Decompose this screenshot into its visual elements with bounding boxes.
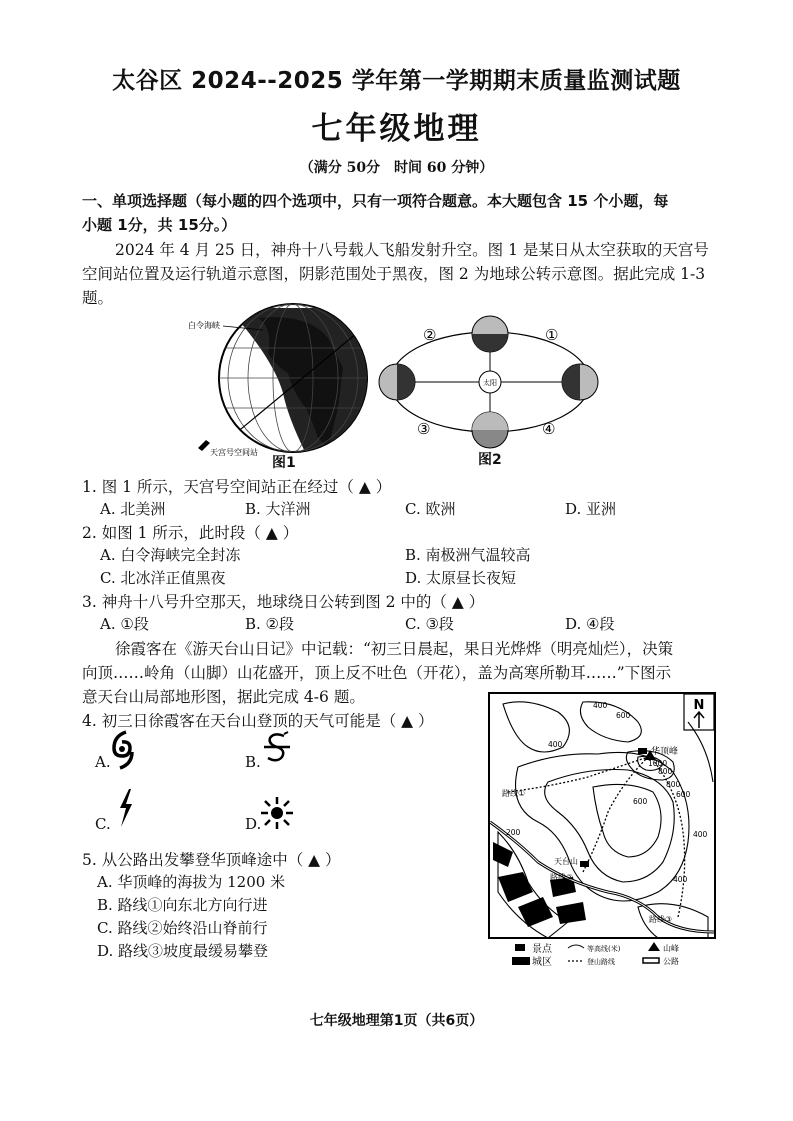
question-1-stem: 1. 图 1 所示，天宫号空间站正在经过（ ▲ ） (82, 478, 392, 496)
figure2-orbit (375, 312, 610, 457)
segment-1-label: ① (545, 326, 559, 344)
figure1-caption: 图1 (272, 455, 296, 471)
legend-road: 公路 (663, 957, 679, 966)
question-4-stem: 4. 初三日徐霞客在天台山登顶的天气可能是（ ▲ ） (82, 712, 434, 730)
scenic-spot-icon (638, 748, 647, 754)
q3-option-b[interactable]: B. ②段 (245, 615, 295, 633)
segment-4-label: ④ (542, 420, 556, 438)
exam-meta: （满分 50分 时间 60 分钟） (299, 160, 494, 176)
bering-strait-label: 白令海峡 (188, 321, 220, 330)
legend-contour: 等高线(米) (587, 945, 621, 953)
figure2-caption: 图2 (478, 452, 502, 468)
lightning-icon (115, 788, 137, 828)
q1-option-c[interactable]: C. 欧洲 (405, 500, 456, 518)
intro-paragraph-2-cont: 向顶……岭角（山脚）山花盛开，顶上反不吐色（开花），盖为高寒所勒耳……”下图示 (82, 664, 672, 682)
map-legend (512, 942, 679, 968)
sunny-icon (260, 796, 294, 830)
q1-option-d[interactable]: D. 亚洲 (565, 500, 617, 518)
legend-peak: 山峰 (663, 944, 679, 953)
svg-text:400: 400 (548, 740, 563, 749)
svg-text:400: 400 (593, 701, 608, 710)
q4-option-c-label[interactable]: C. (95, 815, 111, 833)
page-footer: 七年级地理第1页（共6页） (309, 1013, 484, 1029)
svg-text:600: 600 (616, 711, 631, 720)
legend-city: 城区 (532, 957, 552, 968)
q4-option-a-label[interactable]: A. (95, 753, 111, 771)
q2-option-a[interactable]: A. 白令海峡完全封冻 (100, 546, 241, 564)
space-station-icon (198, 440, 210, 451)
space-station-label: 天宫号空间站 (210, 448, 258, 457)
intro-paragraph-2-end: 意天台山局部地形图，据此完成 4-6 题。 (82, 688, 365, 706)
q4-option-d-label[interactable]: D. (245, 815, 262, 833)
city-legend-icon (512, 957, 530, 965)
segment-2-label: ② (423, 326, 437, 344)
segment-3-label: ③ (417, 420, 431, 438)
svg-text:800: 800 (658, 767, 673, 776)
typhoon-icon (110, 730, 136, 770)
sandstorm-icon (262, 730, 292, 764)
q5-option-d[interactable]: D. 路线③坡度最缓易攀登 (97, 942, 269, 960)
route-1-label: 路线① (502, 789, 526, 798)
peak-label: 华顶峰 (651, 747, 679, 757)
question-5-stem: 5. 从公路出发攀登华顶峰途中（ ▲ ） (82, 851, 341, 869)
intro-paragraph-1-cont: 空间站位置及运行轨道示意图，阴影范围处于黑夜，图 2 为地球公转示意图。据此完成 1-3 (82, 265, 706, 283)
question-3-stem: 3. 神舟十八号升空那天，地球绕日公转到图 2 中的（ ▲ ） (82, 593, 485, 611)
exam-title: 太谷区 2024--2025 学年第一学期期末质量监测试题 (112, 68, 681, 94)
topographic-map (488, 692, 716, 974)
svg-text:200: 200 (506, 828, 521, 837)
sun-label: 太阳 (483, 379, 497, 387)
q3-option-a[interactable]: A. ①段 (100, 615, 149, 633)
svg-text:400: 400 (673, 875, 688, 884)
q1-option-a[interactable]: A. 北美洲 (100, 500, 166, 518)
legend-trail: 登山路线 (587, 958, 615, 966)
q2-option-c[interactable]: C. 北冰洋正值黑夜 (100, 569, 226, 587)
q2-option-b[interactable]: B. 南极洲气温较高 (405, 546, 531, 564)
svg-text:600: 600 (676, 790, 691, 799)
svg-text:800: 800 (666, 780, 681, 789)
q5-option-b[interactable]: B. 路线①向东北方向行进 (97, 896, 268, 914)
q5-option-c[interactable]: C. 路线②始终沿山脊前行 (97, 919, 268, 937)
section-heading: 一、单项选择题（每小题的四个选项中，只有一项符合题意。本大题包含 15 个小题，每 (82, 192, 669, 210)
q1-option-b[interactable]: B. 大洋洲 (245, 500, 311, 518)
intro-paragraph-2: 徐霞客在《游天台山日记》中记载：“初三日晨起，果日光烨烨（明亮灿烂），决策 (115, 640, 674, 658)
scenic-legend-icon (515, 944, 525, 951)
north-label: N (693, 698, 705, 713)
q5-option-a[interactable]: A. 华顶峰的海拔为 1200 米 (97, 873, 286, 891)
q3-option-d[interactable]: D. ④段 (565, 615, 615, 633)
intro-paragraph-1: 2024 年 4 月 25 日，神舟十八号载人飞船发射升空。图 1 是某日从太空获取的天宫号 (115, 241, 709, 259)
section-heading-cont: 小题 1分，共 15分。） (82, 216, 237, 234)
subject-title: 七年级地理 (311, 111, 482, 147)
question-2-stem: 2. 如图 1 所示，此时段（ ▲ ） (82, 524, 299, 542)
legend-scenic: 景点 (532, 944, 552, 955)
svg-text:400: 400 (693, 830, 708, 839)
route-2-label: 路线② (550, 873, 574, 882)
q2-option-d[interactable]: D. 太原昼长夜短 (405, 569, 517, 587)
route-3-label: 路线③ (649, 915, 673, 924)
svg-text:1000: 1000 (648, 759, 668, 768)
spot-label: 天台山 (554, 857, 578, 866)
figure1-globe (188, 298, 373, 473)
svg-text:600: 600 (633, 797, 648, 806)
q3-option-c[interactable]: C. ③段 (405, 615, 454, 633)
intro-paragraph-1-end: 题。 (82, 289, 114, 307)
scenic-spot-icon (580, 861, 589, 867)
q4-option-b-label[interactable]: B. (245, 753, 261, 771)
